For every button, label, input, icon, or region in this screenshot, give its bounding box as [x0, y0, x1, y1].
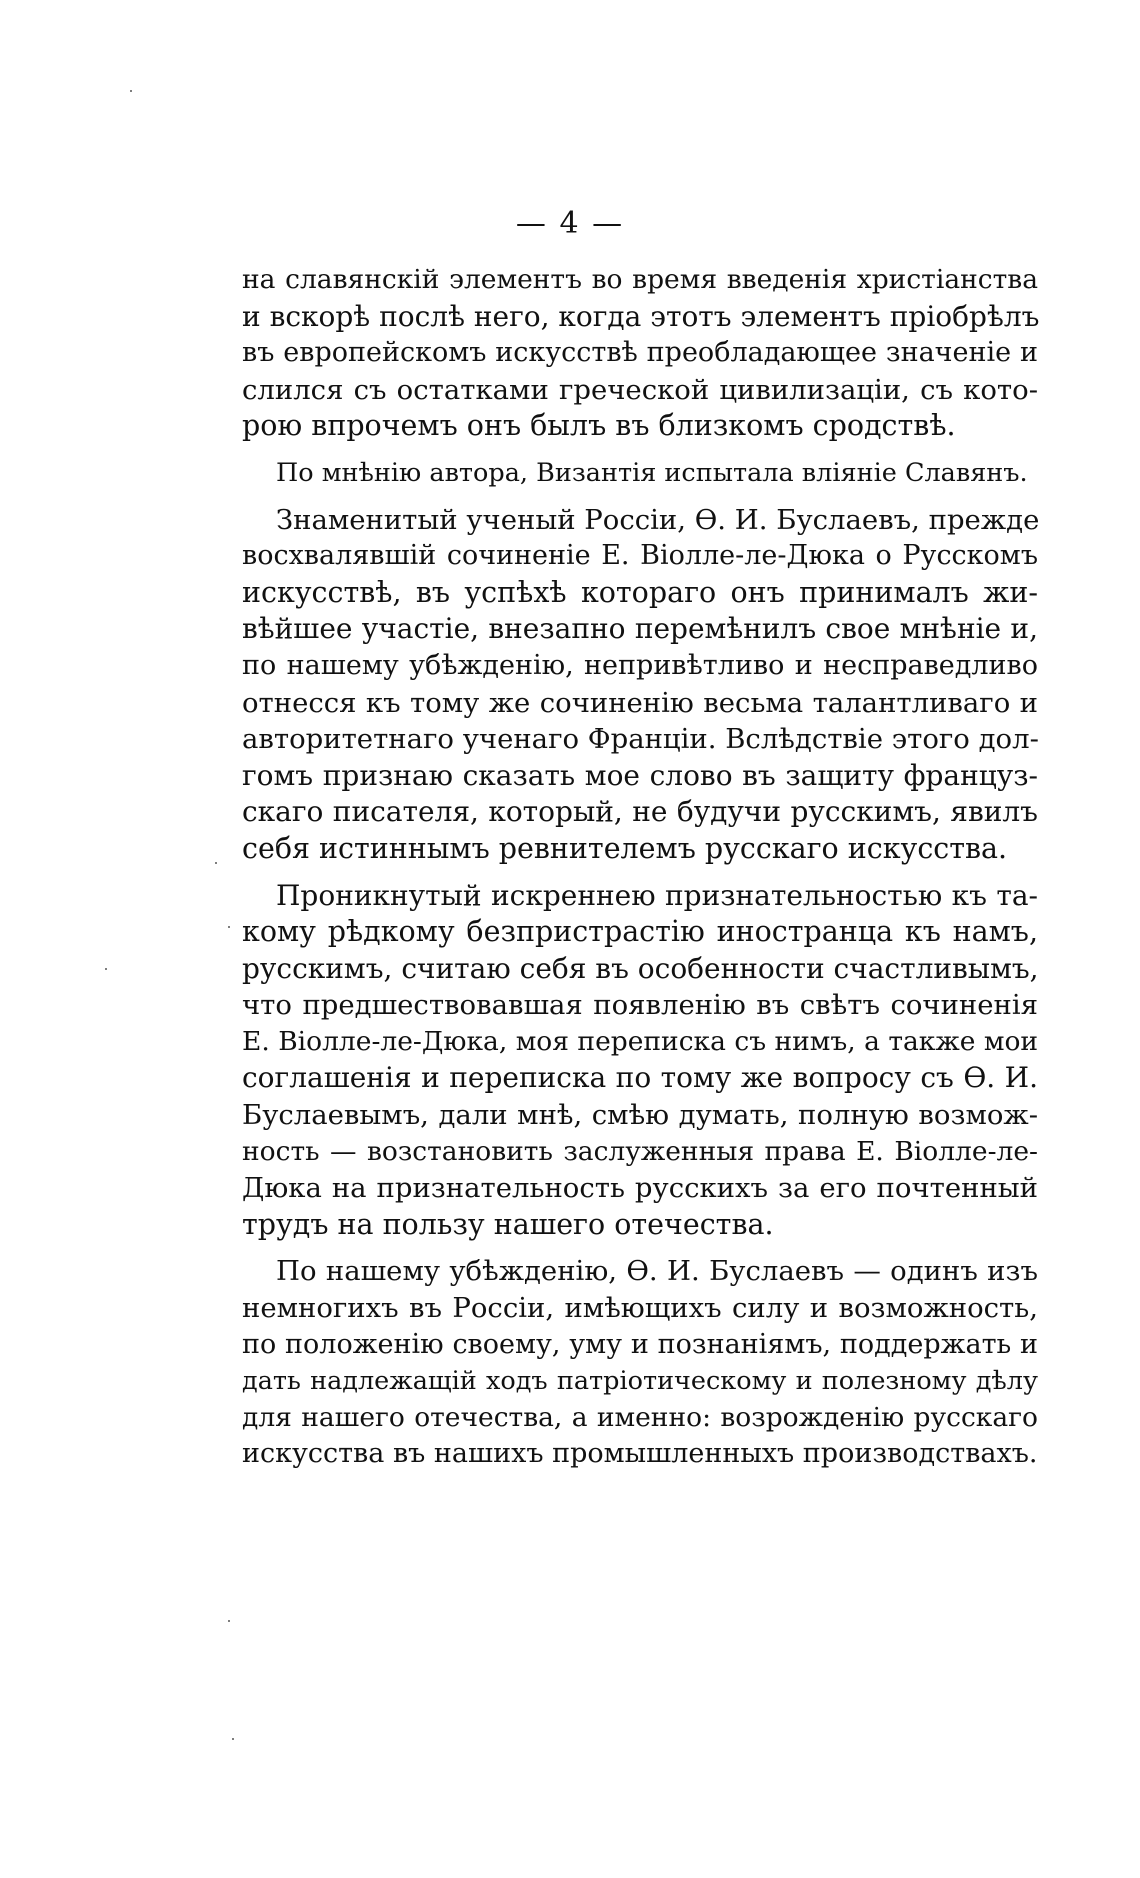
text-line: рою впрочемъ онъ былъ въ близкомъ сродствѣ. — [242, 409, 956, 443]
text-line: Буслаевымъ, дали мнѣ, смѣю думать, полную возмож- — [242, 1099, 1038, 1132]
text-line: скаго писателя, который, не будучи русскимъ, явилъ — [242, 795, 1038, 829]
paragraph — [242, 262, 1038, 445]
paragraph — [242, 502, 1038, 868]
text-line: отнесся къ тому же сочиненію весьма талантливаго и — [242, 686, 1038, 719]
text-line: соглашенія и переписка по тому же вопросу съ Ѳ. И. — [242, 1061, 1038, 1095]
page-number: — 4 — — [515, 206, 625, 241]
text-line: слился съ остатками греческой цивилизаціи, съ кото- — [242, 373, 1038, 406]
text-line: русскимъ, считаю себя въ особенности счастливымъ, — [242, 951, 1039, 985]
scan-speck — [228, 1620, 230, 1622]
text-line: авторитетнаго ученаго Франціи. Вслѣдствіе этого дол- — [242, 723, 1039, 756]
text-line: вѣйшее участіе, внезапно перемѣнилъ свое мнѣніе и, — [242, 612, 1038, 646]
text-line: Знаменитый ученый Россіи, Ѳ. И. Буслаевъ, прежде — [276, 503, 1040, 536]
scan-speck — [105, 968, 107, 970]
body-text — [242, 262, 1038, 1473]
text-line: на славянскій элементъ во время введенія христіанства — [242, 264, 1038, 295]
text-line: Проникнутый искреннею признательностью къ та- — [276, 878, 1038, 912]
text-line: восхвалявшій сочиненіе Е. Віолле-ле-Дюка о Русскомъ — [242, 540, 1038, 572]
text-line: кому рѣдкому безпристрастію иностранца къ намъ, — [242, 915, 1038, 949]
text-line: гомъ признаю сказать мое слово въ защиту француз- — [242, 758, 1038, 792]
text-line: въ европейскомъ искусствѣ преобладающее значеніе и — [242, 337, 1038, 369]
text-line: себя истиннымъ ревнителемъ русскаго искусства. — [242, 831, 1008, 865]
text-line: трудъ на пользу нашего отечества. — [242, 1207, 774, 1241]
text-line: По нашему убѣжденію, Ѳ. И. Буслаевъ — одинъ изъ — [276, 1255, 1038, 1288]
text-line: для нашего отечества, а именно: возрожденію русскаго — [242, 1401, 1038, 1433]
scan-speck — [232, 1738, 234, 1740]
text-line: немногихъ въ Россіи, имѣющихъ силу и возможность, — [242, 1292, 1038, 1325]
paragraph — [242, 1253, 1038, 1473]
text-line: По мнѣнію автора, Византія испытала вліяніе Славянъ. — [276, 457, 1028, 488]
scan-speck — [228, 926, 230, 928]
text-line: искусства въ нашихъ промышленныхъ производствахъ. — [242, 1438, 1038, 1470]
text-line: что предшествовавшая появленію въ свѣтъ сочиненія — [242, 989, 1038, 1022]
text-line: и вскорѣ послѣ него, когда этотъ элементъ пріобрѣлъ — [242, 299, 1040, 333]
scan-speck — [215, 862, 217, 864]
text-line: по нашему убѣжденію, непривѣтливо и несправедливо — [242, 649, 1038, 681]
text-line: дать надлежащій ходъ патріотическому и полезному дѣлу — [242, 1366, 1038, 1397]
text-line: искусствѣ, въ успѣхѣ котораго онъ принималъ жи- — [242, 575, 1038, 609]
text-line: Дюка на признательность русскихъ за его почтенный — [242, 1172, 1038, 1205]
text-line: по положенію своему, уму и познаніямъ, поддержать и — [242, 1328, 1038, 1360]
scan-speck — [130, 90, 132, 92]
paragraph — [242, 455, 1038, 492]
paragraph — [242, 878, 1038, 1244]
text-line: ность — возстановить заслуженныя права Е. Віолле-ле- — [242, 1135, 1038, 1167]
text-line: Е. Віолле-ле-Дюка, моя переписка съ нимъ, а также мои — [242, 1025, 1039, 1057]
